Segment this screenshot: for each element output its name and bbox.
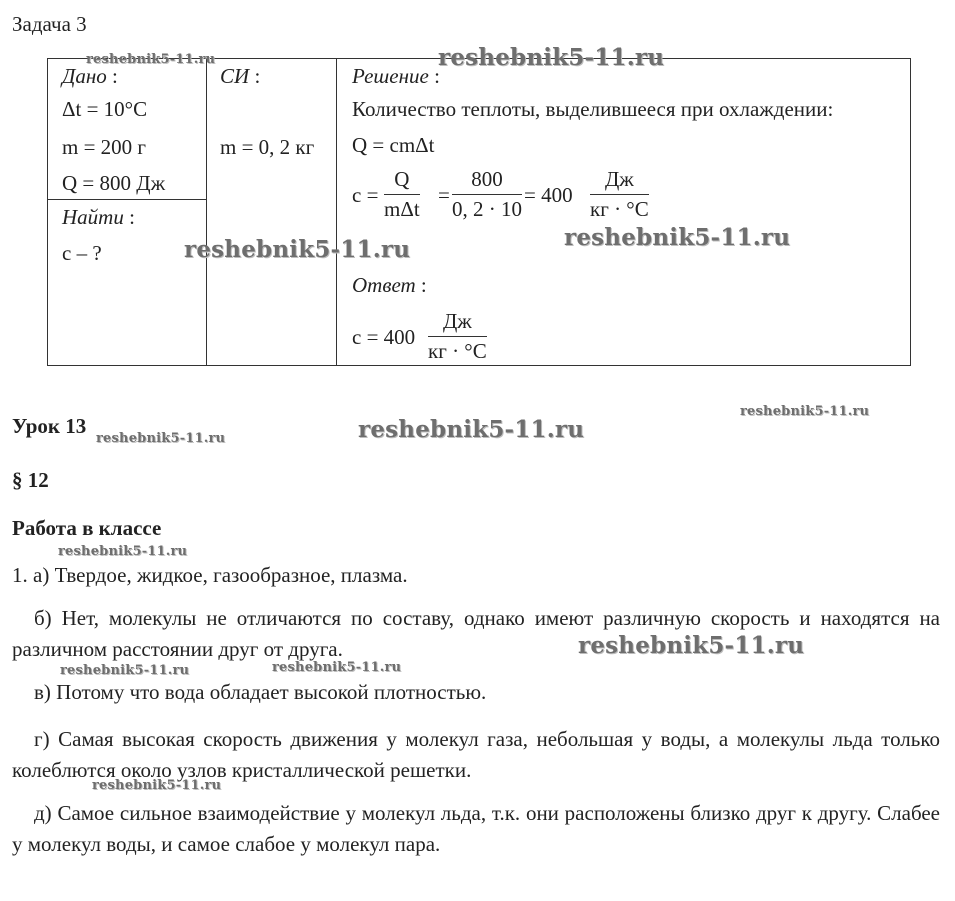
answer-d: д) Самое сильное взаимодействие у молекул льда, т.к. они расположены близко друг к другу. Слабее у молекул воды, и самое слабое у молекул пара. bbox=[12, 801, 940, 856]
answer-header: Ответ : bbox=[352, 273, 427, 297]
fraction-800 bbox=[452, 167, 522, 222]
watermark: reshebnik5-11.ru bbox=[86, 52, 216, 67]
fraction-numerator: 800 bbox=[452, 167, 522, 195]
watermark: reshebnik5-11.ru bbox=[184, 236, 411, 263]
answer-b: б) Нет, молекулы не отличаются по составу, однако имеют различную скорость и находятся на различном расстоянии друг от друга. bbox=[12, 606, 940, 661]
given-mass: m = 200 г bbox=[62, 135, 147, 159]
fraction-denominator: mΔt bbox=[384, 197, 420, 221]
watermark: reshebnik5-11.ru bbox=[564, 224, 791, 251]
given-heat: Q = 800 Дж bbox=[62, 171, 166, 195]
watermark: reshebnik5-11.ru bbox=[358, 416, 585, 443]
solution-table bbox=[47, 58, 911, 366]
find-value: c – ? bbox=[62, 241, 102, 265]
given-delta-t: Δt = 10°C bbox=[62, 97, 148, 121]
si-mass: m = 0, 2 кг bbox=[220, 135, 315, 159]
fraction-unit bbox=[590, 167, 649, 222]
fraction-denominator: 0, 2 · 10 bbox=[452, 197, 522, 221]
watermark: reshebnik5-11.ru bbox=[96, 431, 226, 446]
watermark: reshebnik5-11.ru bbox=[438, 44, 665, 71]
fraction-numerator: Дж bbox=[428, 309, 487, 337]
answer-a: 1. а) Твердое, жидкое, газообразное, плазма. bbox=[12, 563, 408, 587]
formula-heat: Q = cmΔt bbox=[352, 133, 435, 157]
formula-c-lhs: c = bbox=[352, 183, 379, 207]
lesson-heading: Урок 13 bbox=[12, 414, 87, 438]
fraction-q-over-mdt bbox=[384, 167, 420, 222]
table-divider-1 bbox=[206, 59, 207, 365]
fraction-denominator: кг · °C bbox=[590, 197, 649, 221]
watermark: reshebnik5-11.ru bbox=[578, 632, 805, 659]
watermark: reshebnik5-11.ru bbox=[740, 404, 870, 419]
formula-result: = 400 bbox=[524, 183, 573, 207]
si-header: СИ : bbox=[220, 64, 261, 88]
table-divider-2 bbox=[336, 59, 337, 365]
watermark: reshebnik5-11.ru bbox=[58, 544, 188, 559]
formula-eq-1: = bbox=[438, 183, 450, 207]
task-title: Задача 3 bbox=[12, 12, 87, 36]
class-work-heading: Работа в классе bbox=[12, 516, 162, 540]
find-header: Найти : bbox=[62, 205, 135, 229]
fraction-numerator: Дж bbox=[590, 167, 649, 195]
answer-unit bbox=[428, 309, 487, 364]
solution-text: Количество теплоты, выделившееся при охлаждении: bbox=[352, 97, 834, 121]
watermark: reshebnik5-11.ru bbox=[60, 663, 190, 678]
section-heading: § 12 bbox=[12, 468, 49, 492]
watermark: reshebnik5-11.ru bbox=[272, 660, 402, 675]
answer-v: в) Потому что вода обладает высокой плотностью. bbox=[34, 680, 487, 704]
table-divider-given bbox=[48, 199, 206, 200]
answer-g: г) Самая высокая скорость движения у молекул газа, небольшая у воды, а молекулы льда только колеблются около узлов кристаллической решетки. bbox=[12, 727, 940, 782]
fraction-numerator: Q bbox=[384, 167, 420, 195]
watermark: reshebnik5-11.ru bbox=[92, 778, 222, 793]
solution-header: Решение : bbox=[352, 64, 440, 88]
given-header: Дано : bbox=[62, 64, 118, 88]
fraction-denominator: кг · °C bbox=[428, 339, 487, 363]
answer-lhs: c = 400 bbox=[352, 325, 416, 349]
